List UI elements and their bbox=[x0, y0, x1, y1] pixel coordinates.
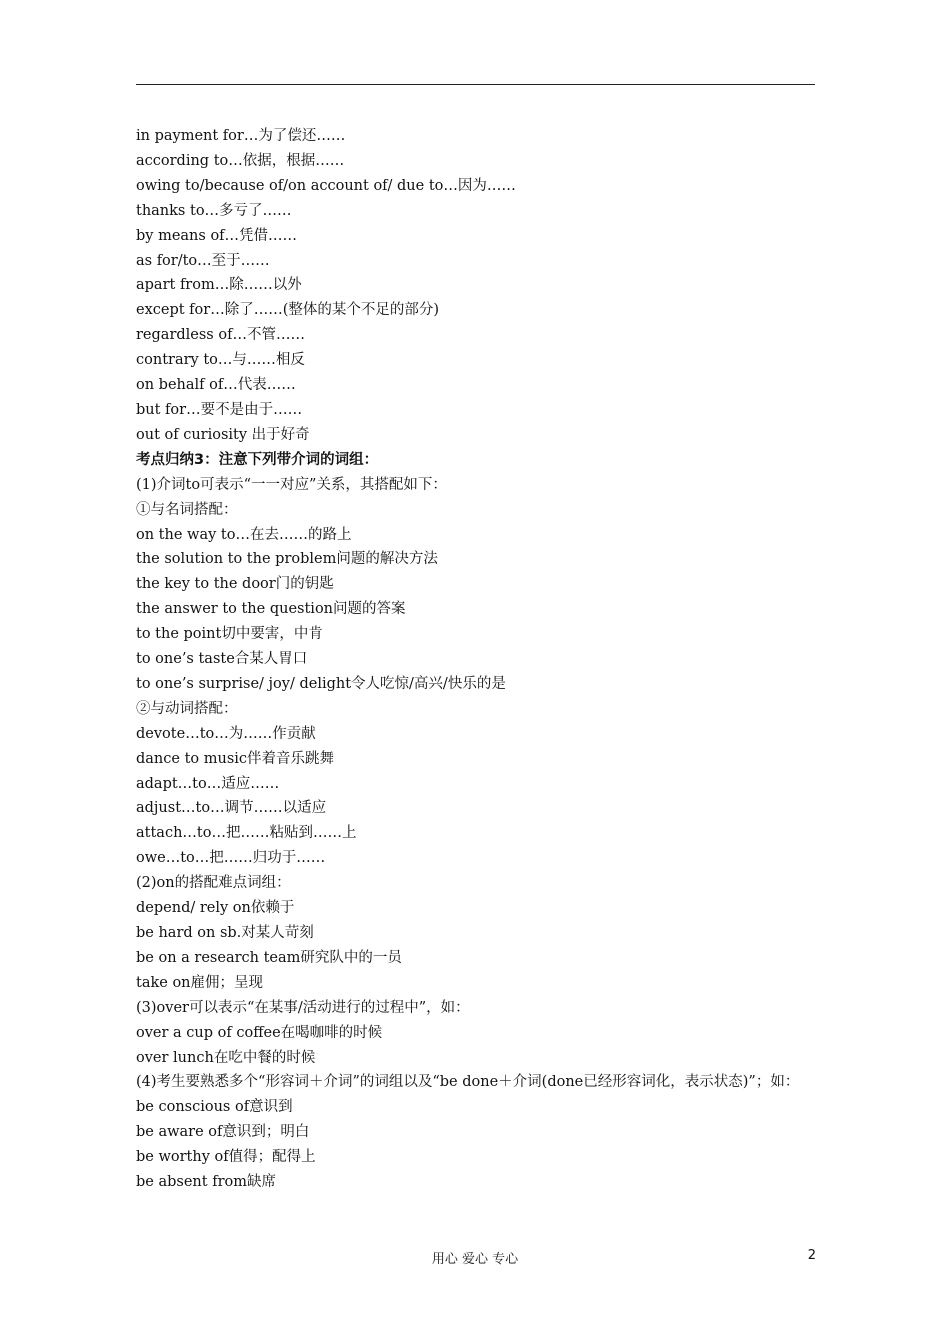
text-line: be absent from缺席 bbox=[136, 1174, 276, 1191]
text-line: depend/ rely on依赖于 bbox=[136, 900, 295, 917]
text-line: by means of…凭借…… bbox=[136, 227, 298, 244]
text-line: the solution to the problem问题的解决方法 bbox=[136, 551, 438, 568]
text-line: attach…to…把……粘贴到……上 bbox=[136, 825, 357, 842]
text-line: devote…to…为……作贡献 bbox=[136, 725, 316, 742]
text-line: be worthy of值得；配得上 bbox=[136, 1149, 316, 1166]
text-line: (4)考生要熟悉多个“形容词＋介词”的词组以及“be done＋介词(done已经形容词化，表示状态)”；如： bbox=[136, 1074, 800, 1091]
text-line: be aware of意识到；明白 bbox=[136, 1124, 310, 1141]
text-line: over a cup of coffee在喝咖啡的时候 bbox=[136, 1024, 383, 1041]
text-line: (3)over可以表示“在某事/活动进行的过程中”，如： bbox=[136, 999, 470, 1016]
text-line: but for…要不是由于…… bbox=[136, 401, 303, 418]
text-line: regardless of…不管…… bbox=[136, 327, 305, 344]
text-line: owing to/because of/on account of/ due to…因为…… bbox=[136, 177, 516, 194]
text-line: (1)介词to可表示“一一对应”关系，其搭配如下： bbox=[136, 476, 447, 493]
text-line: be conscious of意识到 bbox=[136, 1099, 293, 1116]
page-number: 2 bbox=[807, 1248, 816, 1263]
text-line: over lunch在吃中餐的时候 bbox=[136, 1049, 316, 1066]
text-line: according to…依据，根据…… bbox=[136, 152, 345, 169]
text-line: be hard on sb.对某人苛刻 bbox=[136, 925, 314, 941]
text-line: to one’s taste合某人胃口 bbox=[136, 651, 308, 668]
text-line: except for…除了……(整体的某个不足的部分) bbox=[136, 302, 440, 319]
text-line: dance to music伴着音乐跳舞 bbox=[136, 750, 335, 767]
text-line: owe…to…把……归功于…… bbox=[136, 850, 326, 867]
footer-slogan: 用心 爱心 专心 bbox=[431, 1252, 519, 1267]
text-line: thanks to…多亏了…… bbox=[136, 202, 292, 219]
header-rule bbox=[136, 84, 815, 85]
text-line: adapt…to…适应…… bbox=[136, 775, 280, 792]
text-line: in payment for…为了偿还…… bbox=[136, 128, 346, 144]
section-heading: 考点归纳3：注意下列带介词的词组： bbox=[136, 451, 379, 468]
text-line: the key to the door门的钥匙 bbox=[136, 576, 334, 593]
text-line: as for/to…至于…… bbox=[136, 252, 270, 269]
text-line: contrary to…与……相反 bbox=[136, 352, 305, 369]
text-line: ①与名词搭配： bbox=[136, 501, 238, 518]
text-line: (2)on的搭配难点词组： bbox=[136, 875, 291, 892]
text-line: adjust…to…调节……以适应 bbox=[136, 800, 327, 817]
text-line: out of curiosity 出于好奇 bbox=[136, 426, 310, 443]
text-line: on behalf of…代表…… bbox=[136, 377, 296, 394]
text-line: ②与动词搭配： bbox=[136, 700, 238, 717]
text-line: to one’s surprise/ joy/ delight令人吃惊/高兴/快乐的是 bbox=[136, 675, 506, 692]
text-line: be on a research team研究队中的一员 bbox=[136, 949, 402, 966]
text-line: apart from…除……以外 bbox=[136, 277, 302, 294]
text-line: take on雇佣；呈现 bbox=[136, 974, 264, 991]
document-body bbox=[136, 124, 816, 1195]
text-line: the answer to the question问题的答案 bbox=[136, 601, 406, 618]
text-line: on the way to…在去……的路上 bbox=[136, 526, 352, 543]
text-line: to the point切中要害，中肯 bbox=[136, 626, 323, 643]
